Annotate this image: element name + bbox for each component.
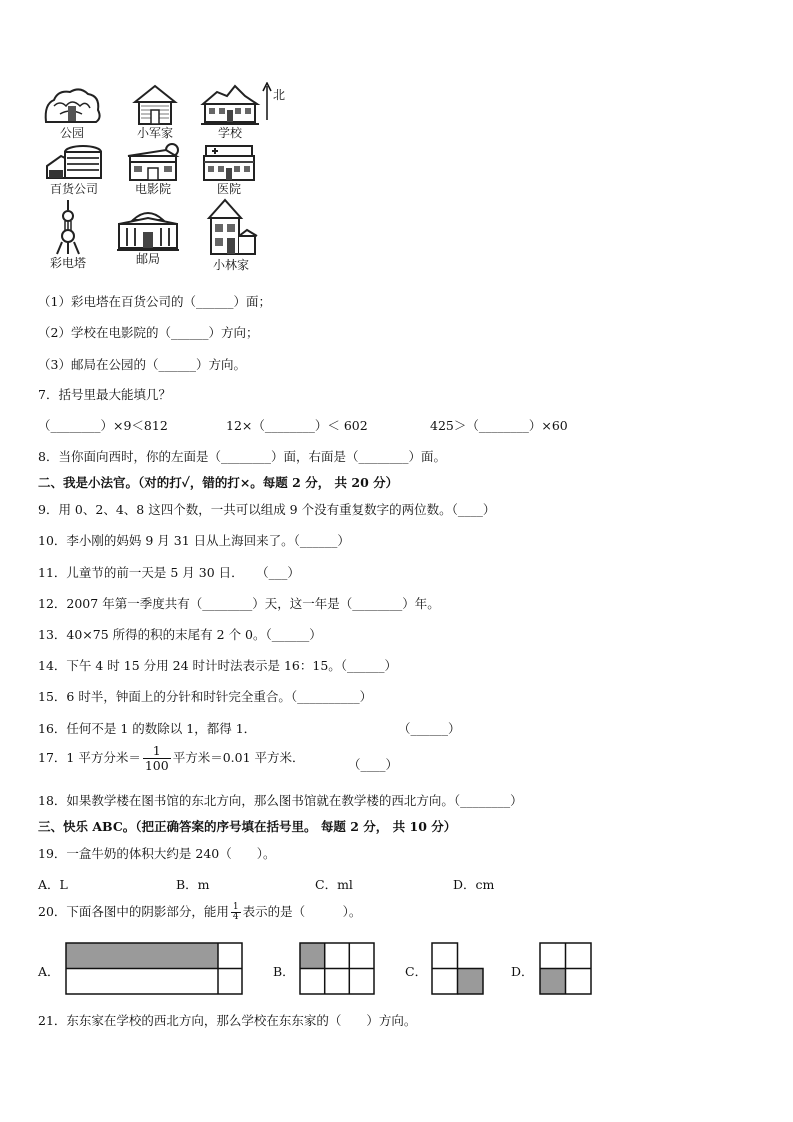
q16-blank: （______）	[398, 721, 461, 736]
hospital-icon	[200, 140, 258, 182]
tv-tower-icon	[53, 198, 83, 256]
place-label: 医院	[216, 182, 241, 196]
section3-heading: 三、快乐 ABC。（把正确答案的序号填在括号里。 每题 2 分， 共 10 分）	[38, 819, 457, 834]
place-label: 小林家	[212, 258, 249, 272]
q20-fraction: $\frac{1}{4}$	[232, 902, 239, 922]
q15: 15．6 时半，钟面上的分针和时针完全重合。（__________）	[38, 689, 373, 704]
q20-option-b-label: B．	[273, 964, 295, 979]
q17-fraction: $\frac{1}{100}$	[144, 743, 169, 773]
school-place	[196, 82, 264, 140]
post-office-place	[112, 206, 184, 266]
q17	[38, 744, 305, 773]
north-arrow-icon	[262, 82, 272, 122]
q19-option-c: C．ml	[315, 877, 353, 892]
house-icon	[131, 82, 179, 126]
q20-option-a-label: A．	[38, 964, 60, 979]
q21: 21．东东家在学校的西北方向，那么学校在东东家的（ ）方向。	[38, 1013, 417, 1028]
place-label: 百货公司	[49, 182, 98, 196]
place-label: 彩电塔	[49, 256, 86, 270]
q18: 18．如果教学楼在图书馆的东北方向，那么图书馆就在教学楼的西北方向。（________）	[38, 793, 523, 808]
section2-heading: 二、我是小法官。（对的打✓，错的打×。每题 2 分， 共 20 分）	[38, 475, 399, 490]
q6-sub3: （3）邮局在公园的（______）方向。	[38, 357, 246, 372]
north-label: 北	[273, 88, 286, 102]
hospital-place	[196, 140, 262, 196]
place-label: 公园	[59, 126, 84, 140]
q7-title: 7．括号里最大能填几？	[38, 387, 171, 402]
xiaolin-home-place	[198, 196, 264, 272]
cinema-place	[118, 142, 188, 196]
q6-sub2: （2）学校在电影院的（______）方向；	[38, 325, 259, 340]
q17-post: 平方米＝0.01 平方米．	[172, 750, 305, 765]
q17-blank: （____）	[348, 757, 399, 772]
department-store-icon	[43, 142, 105, 182]
q19: 19．一盒牛奶的体积大约是 240（ ）。	[38, 846, 276, 861]
place-label: 小军家	[136, 126, 173, 140]
q20-post: 表示的是（ ）。	[242, 904, 362, 919]
place-label: 邮局	[135, 252, 160, 266]
q19-option-b: B．m	[176, 877, 210, 892]
q10: 10．李小刚的妈妈 9 月 31 日从上海回来了。（______）	[38, 533, 350, 548]
q11: 11．儿童节的前一天是 5 月 30 日． （___）	[38, 565, 300, 580]
post-office-icon	[115, 206, 181, 252]
q7-a: （________）×9＜812	[38, 418, 168, 433]
xiaojun-home-place	[125, 82, 185, 140]
q20-figure-c	[431, 942, 485, 996]
q20-option-c-label: C．	[405, 964, 428, 979]
q13: 13．40×75 所得的积的末尾有 2 个 0。（______）	[38, 627, 322, 642]
place-label: 电影院	[134, 182, 171, 196]
q20-figure-d	[539, 942, 593, 996]
department-store-place	[38, 142, 110, 196]
q6-sub1: （1）彩电塔在百货公司的（______）面；	[38, 294, 271, 309]
xiaolin-house-icon	[201, 196, 261, 258]
q20-figure-b	[299, 942, 377, 996]
tv-tower-place	[40, 198, 96, 270]
q19-option-d: D．cm	[453, 877, 495, 892]
q16: 16．任何不是 1 的数除以 1，都得 1．	[38, 721, 257, 736]
q14: 14．下午 4 时 15 分用 24 时计时法表示是 16：15。（______）	[38, 658, 398, 673]
cinema-icon	[122, 142, 184, 182]
q20	[38, 902, 361, 922]
q7-c: 425＞（________）×60	[430, 418, 568, 433]
q8: 8．当你面向西时，你的左面是（________）面，右面是（________）面。	[38, 449, 446, 464]
q19-option-a: A．L	[38, 877, 68, 892]
q20-option-d-label: D．	[511, 964, 534, 979]
park-place	[38, 84, 106, 140]
q20-pre: 20．下面各图中的阴影部分，能用	[38, 904, 229, 919]
school-icon	[199, 82, 261, 126]
q12: 12．2007 年第一季度共有（________）天，这一年是（________）年。	[38, 596, 440, 611]
q17-pre: 17．1 平方分米＝	[38, 750, 141, 765]
place-label: 学校	[217, 126, 242, 140]
q9: 9．用 0、2、4、8 这四个数，一共可以组成 9 个没有重复数字的两位数。（____）	[38, 502, 496, 517]
park-icon	[40, 84, 104, 126]
q20-figure-a	[65, 942, 245, 996]
q7-b: 12×（________）＜ 602	[226, 418, 368, 433]
